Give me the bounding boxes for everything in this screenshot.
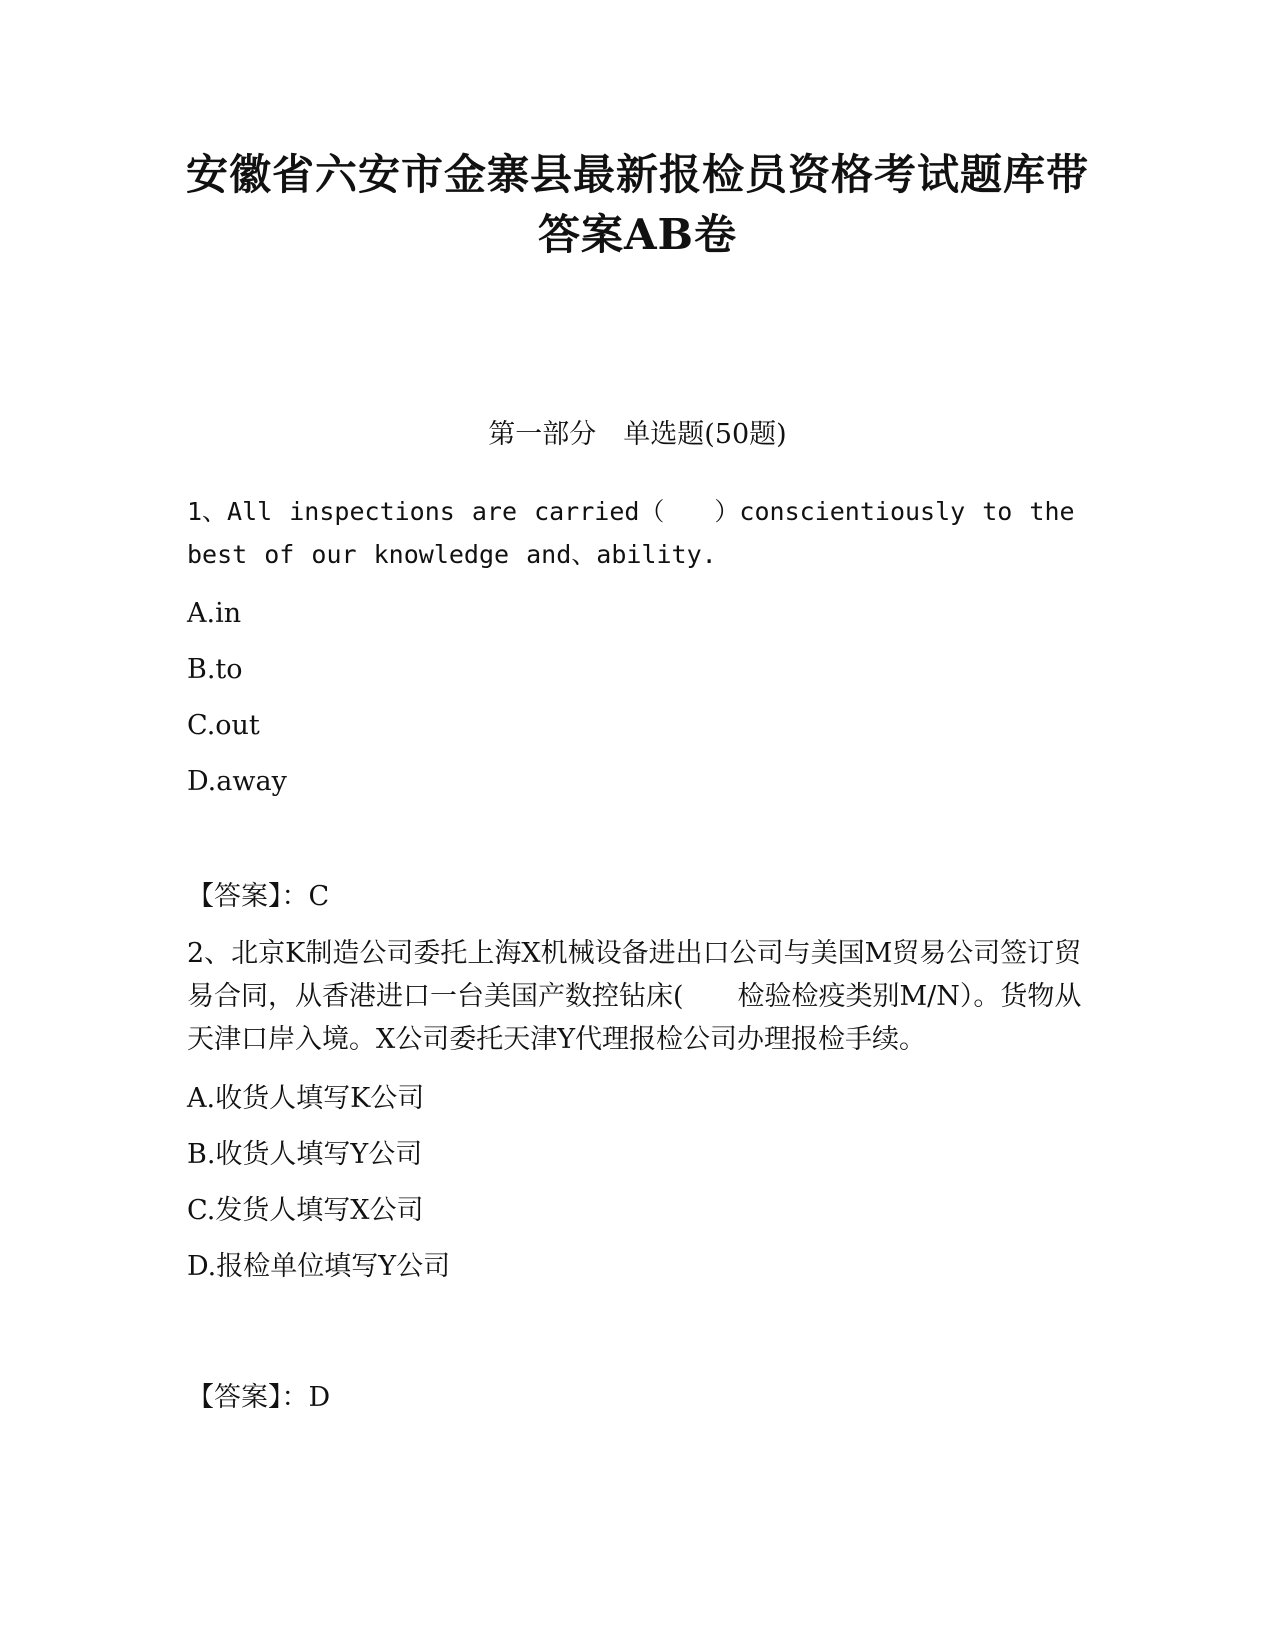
option-a: A.收货人填写K公司 xyxy=(187,1083,425,1114)
title-line-2: 答案AB卷 xyxy=(537,210,738,259)
title-line-1: 安徽省六安市金寨县最新报检员资格考试题库带 xyxy=(185,150,1089,199)
option-c: C.out xyxy=(187,710,260,741)
option-b: B.to xyxy=(187,654,243,685)
option-b: B.收货人填写Y公司 xyxy=(187,1139,423,1170)
option-d: D.away xyxy=(187,766,287,797)
question-2 xyxy=(187,932,1087,1295)
document-title xyxy=(170,145,1105,265)
option-a: A.in xyxy=(187,598,242,629)
answer-1: 【答案】：C xyxy=(187,881,330,912)
answer-2: 【答案】：D xyxy=(187,1382,331,1413)
option-c: C.发货人填写X公司 xyxy=(187,1195,424,1226)
question-stem: 2、北京K制造公司委托上海X机械设备进出口公司与美国M贸易公司签订贸易合同，从香港进口一台美国产数控钻床( 检验检疫类别M/N）。货物从天津口岸入境。X公司委托天津Y代理报检公司办理报检手续。 xyxy=(187,938,1082,1055)
section-heading: 第一部分 单选题(50题) xyxy=(488,419,787,450)
question-1 xyxy=(187,490,1087,810)
question-stem: 1、All inspections are carried（ ）conscientiously to the best of our knowledge and、ability. xyxy=(187,497,1075,569)
option-d: D.报检单位填写Y公司 xyxy=(187,1251,451,1282)
